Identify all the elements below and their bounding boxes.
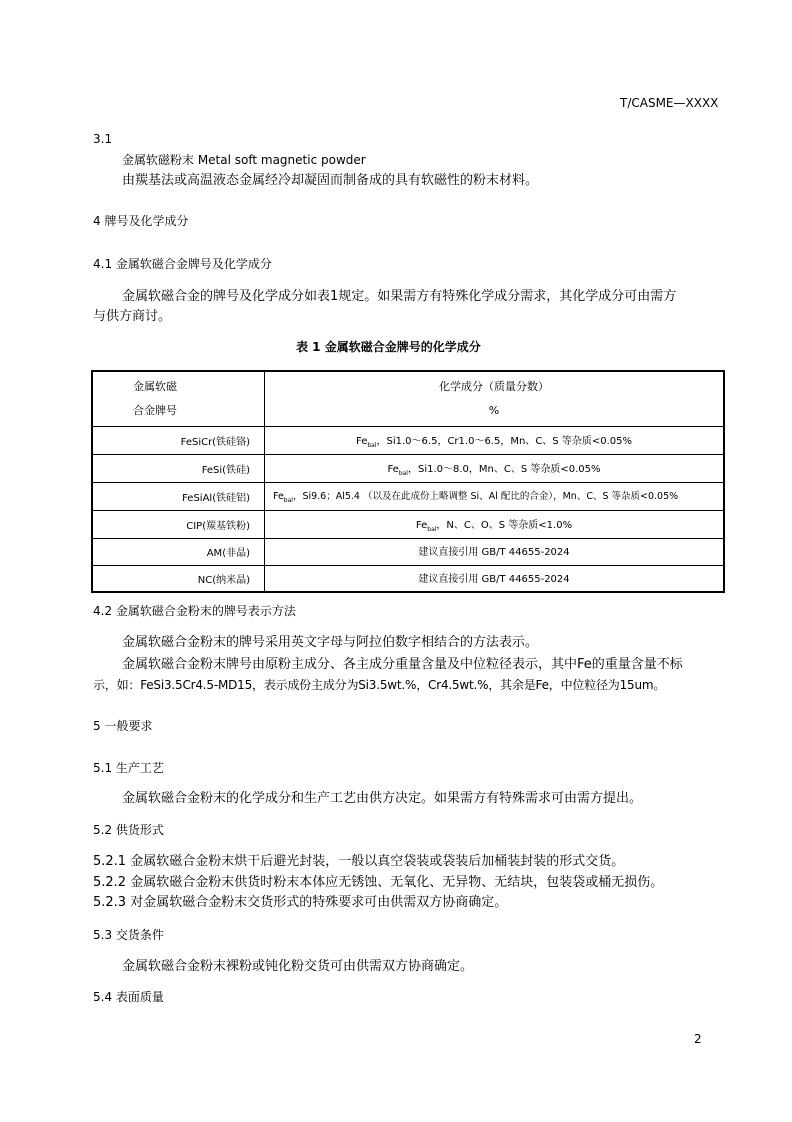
grade-cell: NC(纳米晶) — [92, 565, 265, 592]
grade-cell: FeSiAl(铁硅铝) — [92, 482, 265, 510]
sec4-title: 4 牌号及化学成分 — [93, 214, 189, 228]
header-grade-line2: 合金牌号 — [133, 403, 177, 417]
composition-cell: 建议直接引用 GB/T 44655-2024 — [265, 538, 725, 565]
sec41-title: 4.1 金属软磁合金牌号及化学成分 — [93, 257, 272, 271]
sec42-para1: 金属软磁合金粉末的牌号采用英文字母与阿拉伯数字相结合的方法表示。 — [122, 635, 539, 650]
composition-table — [91, 370, 725, 593]
grade-cell: FeSi(铁硅) — [92, 454, 265, 482]
composition-cell: $Fe_{bal}$，N、C、O、S 等杂质<1.0% — [265, 510, 725, 538]
table-row — [92, 454, 724, 482]
table-row — [92, 565, 724, 592]
sec5-title: 5 一般要求 — [93, 719, 153, 733]
grade-cell: CIP(羰基铁粉) — [92, 510, 265, 538]
composition-cell: 建议直接引用 GB/T 44655-2024 — [265, 565, 725, 592]
sec52-title: 5.2 供货形式 — [93, 823, 164, 837]
composition-cell: $Fe_{bal}$，Si9.6；Al5.4 （以及在此成份上略调整 Si、Al 配比的合金），Mn、C、S 等杂质<0.05% — [265, 482, 725, 510]
header-grade-cell — [92, 371, 265, 426]
sec52-item3: 5.2.3 对金属软磁合金粉末交货形式的特殊要求可由供需双方协商确定。 — [93, 895, 508, 910]
sec41-para-line1: 金属软磁合金的牌号及化学成分如表1规定。如果需方有特殊化学成分需求，其化学成分可由需方 — [122, 289, 677, 304]
header-composition-line1: 化学成分（质量分数） — [439, 379, 549, 393]
grade-cell: AM(非晶) — [92, 538, 265, 565]
table-row — [92, 482, 724, 510]
page-number: 2 — [694, 1032, 702, 1046]
sec42-para2-line2: 示，如：FeSi3.5Cr4.5-MD15，表示成份主成分为Si3.5wt.%，Cr4.5wt.%，其余是Fe，中位粒径为15um。 — [93, 678, 666, 692]
sec42-title: 4.2 金属软磁合金粉末的牌号表示方法 — [93, 604, 296, 618]
sec53-para: 金属软磁合金粉末裸粉或钝化粉交货可由供需双方协商确定。 — [122, 959, 474, 974]
header-composition-cell — [265, 371, 725, 426]
table-header-row — [92, 371, 724, 426]
sec52-item1: 5.2.1 金属软磁合金粉末烘干后避光封装，一般以真空袋装或袋装后加桶装封装的形式交货。 — [93, 854, 625, 869]
doc-code: T/CASME—XXXX — [620, 96, 719, 110]
sec52-item2: 5.2.2 金属软磁合金粉末供货时粉末本体应无锈蚀、无氧化、无异物、无结块，包装袋或桶无损伤。 — [93, 875, 664, 890]
sec54-title: 5.4 表面质量 — [93, 990, 164, 1004]
table-row — [92, 538, 724, 565]
sec53-title: 5.3 交货条件 — [93, 928, 164, 942]
sec31-num: 3.1 — [93, 132, 113, 146]
grade-cell: FeSiCr(铁硅铬) — [92, 426, 265, 454]
header-composition-line2: % — [488, 403, 500, 417]
sec42-para2-line1: 金属软磁合金粉末牌号由原粉主成分、各主成分重量含量及中位粒径表示，其中Fe的重量含量不标 — [122, 657, 683, 672]
composition-cell: $Fe_{bal}$，Si1.0～8.0，Mn、C、S 等杂质<0.05% — [265, 454, 725, 482]
table-caption: 表 1 金属软磁合金牌号的化学成分 — [296, 340, 481, 354]
composition-cell: $Fe_{bal}$，Si1.0～6.5，Cr1.0～6.5，Mn、C、S 等杂质<0.05% — [265, 426, 725, 454]
sec41-para-line2: 与供方商讨。 — [93, 309, 172, 324]
sec51-para: 金属软磁合金粉末的化学成分和生产工艺由供方决定。如果需方有特殊需求可由需方提出。 — [122, 791, 643, 806]
sec51-title: 5.1 生产工艺 — [93, 761, 164, 775]
table-row — [92, 510, 724, 538]
header-grade-line1: 金属软磁 — [133, 379, 177, 393]
sec31-definition: 由羰基法或高温液态金属经冷却凝固而制备成的具有软磁性的粉末材料。 — [122, 173, 539, 188]
sec31-term: 金属软磁粉末 Metal soft magnetic powder — [122, 153, 366, 167]
table-row — [92, 426, 724, 454]
